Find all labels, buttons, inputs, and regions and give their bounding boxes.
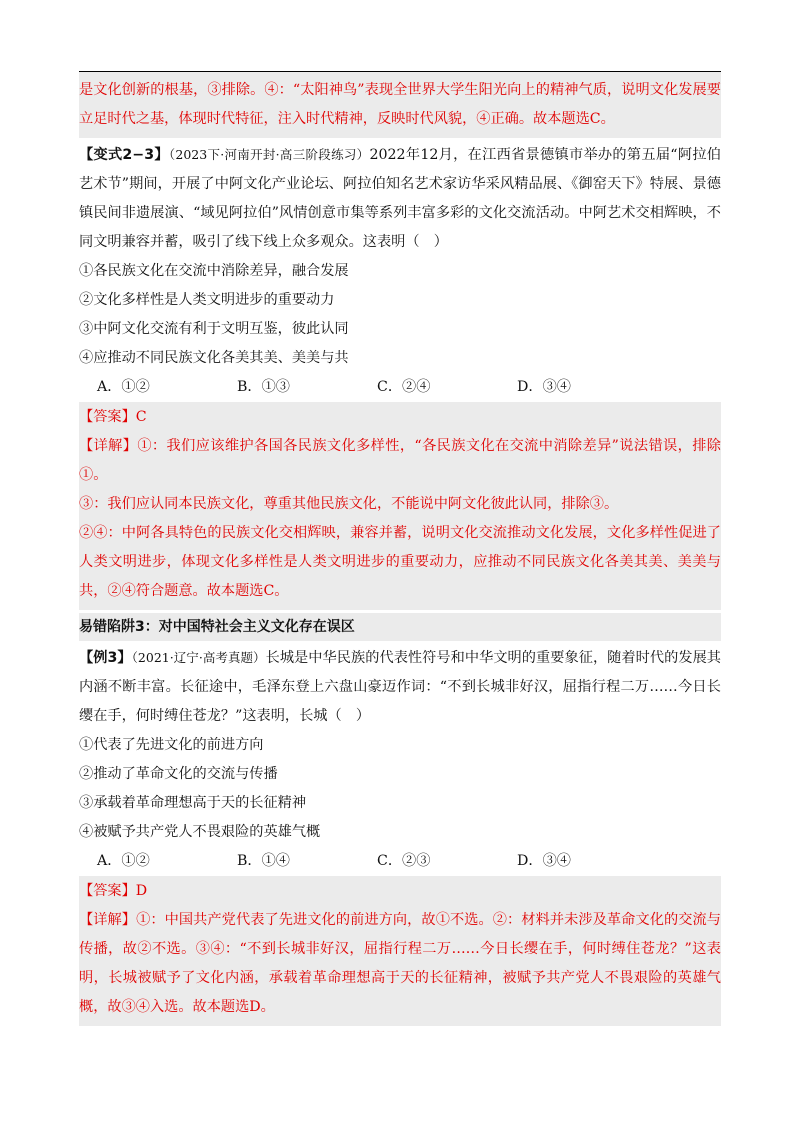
variant-stem-text: 2022年12月，在江西省景德镇市举办的第五届“阿拉伯艺术节”期间，开展了中阿文化产业论坛、阿拉伯知名艺术家访华采风精品展、《御窑天下》特展、景德镇民间非遗展演、“域见阿拉伯”风情创意市集等系列丰富多彩的文化交流活动。中阿艺术交相辉映，不同文明兼容并蓄，吸引了线下线上众多观众。这表明（ ）	[79, 147, 721, 250]
variant-answer-label: 【答案】	[79, 409, 136, 425]
variant-choice-a: A．①②	[97, 379, 150, 395]
variant-detail-2: ③：我们应认同本民族文化，尊重其他民族文化，不能说中阿文化彼此认同，排除③。	[79, 496, 619, 512]
variant-answer-block	[79, 402, 721, 610]
example-option-2: ②推动了革命文化的交流与传播	[79, 766, 278, 782]
example-choice-b: B．①④	[237, 853, 290, 869]
example-option-3: ③承载着革命理想高于天的长征精神	[79, 795, 307, 811]
variant-detail-3: ②④：中阿各具特色的民族文化交相辉映，兼容并蓄，说明文化交流推动文化发展，文化多样性促进了人类文明进步，体现文化多样性是人类文明进步的重要动力，应推动不同民族文化各美其美、美美与共，②④符合题意。故本题选C。	[79, 525, 721, 599]
variant-answer-value: C	[135, 409, 147, 425]
example-question	[79, 643, 721, 876]
example-stem-text: 长城是中华民族的代表性符号和中华文明的重要象征，随着时代的发展其内涵不断丰富。长征途中，毛泽东登上六盘山豪迈作词：“不到长城非好汉，屈指行程二万……今日长缨在手，何时缚住苍龙？”这表明，长城（ ）	[79, 650, 721, 724]
variant-label: 【变式2−3】	[79, 147, 169, 163]
example-answer	[79, 877, 721, 906]
trap-heading: 易错陷阱3：对中国特社会主义文化存在误区	[79, 613, 721, 641]
example-option-4: ④被赋予共产党人不畏艰险的英雄气概	[79, 824, 321, 840]
example-choice-d: D．③④	[517, 853, 571, 869]
example-answer-label: 【答案】	[79, 883, 136, 899]
example-detail-text: ①：中国共产党代表了先进文化的前进方向，故①不选。②：材料并未涉及革命文化的交流与传播，故②不选。③④：“不到长城非好汉，屈指行程二万……今日长缨在手，何时缚住苍龙？”这表明，长城被赋予了文化内涵，承载着革命理想高于天的长征精神，被赋予共产党人不畏艰险的英雄气概，故③④入选。故本题选D。	[79, 912, 721, 1015]
variant-option-3: ③中阿文化交流有利于文明互鉴，彼此认同	[79, 321, 349, 337]
variant-choice-b: B．①③	[237, 379, 290, 395]
variant-choice-d: D．③④	[517, 379, 571, 395]
example-answer-value: D	[135, 883, 148, 899]
previous-explanation-text: 是文化创新的根基，③排除。④：“太阳神鸟”表现全世界大学生阳光向上的精神气质，说明文化发展要立足时代之基，体现时代特征，注入时代精神，反映时代风貌，④正确。故本题选C。	[79, 82, 721, 127]
variant-option-2: ②文化多样性是人类文明进步的重要动力	[79, 292, 335, 308]
example-answer-block	[79, 876, 721, 1026]
variant-choice-c: C．②④	[377, 379, 431, 395]
example-label: 【例3】	[79, 650, 132, 666]
variant-stem	[79, 140, 721, 257]
variant-option-4: ④应推动不同民族文化各美其美、美美与共	[79, 350, 349, 366]
content	[79, 72, 721, 1026]
variant-detail-1	[79, 432, 721, 490]
example-detail-label: 【详解】	[79, 912, 137, 928]
example-stem	[79, 643, 721, 731]
variant-option-1: ①各民族文化在交流中消除差异，融合发展	[79, 263, 349, 279]
variant-answer	[79, 403, 721, 432]
example-choice-a: A．①②	[97, 853, 150, 869]
example-source: （2021·辽宁·高考真题）	[131, 650, 266, 665]
example-choice-c: C．②③	[377, 853, 431, 869]
variant-choices	[79, 373, 721, 402]
variant-source: （2023下·河南开封·高三阶段练习）	[168, 147, 370, 162]
variant-detail-text-1: ①：我们应该维护各国各民族文化多样性，“各民族文化在交流中消除差异”说法错误，排除①。	[79, 438, 721, 483]
variant-question	[79, 140, 721, 402]
example-choices	[79, 847, 721, 876]
variant-detail-label: 【详解】	[79, 438, 138, 454]
previous-explanation	[79, 72, 721, 138]
example-option-1: ①代表了先进文化的前进方向	[79, 737, 264, 753]
example-detail	[79, 906, 721, 1022]
